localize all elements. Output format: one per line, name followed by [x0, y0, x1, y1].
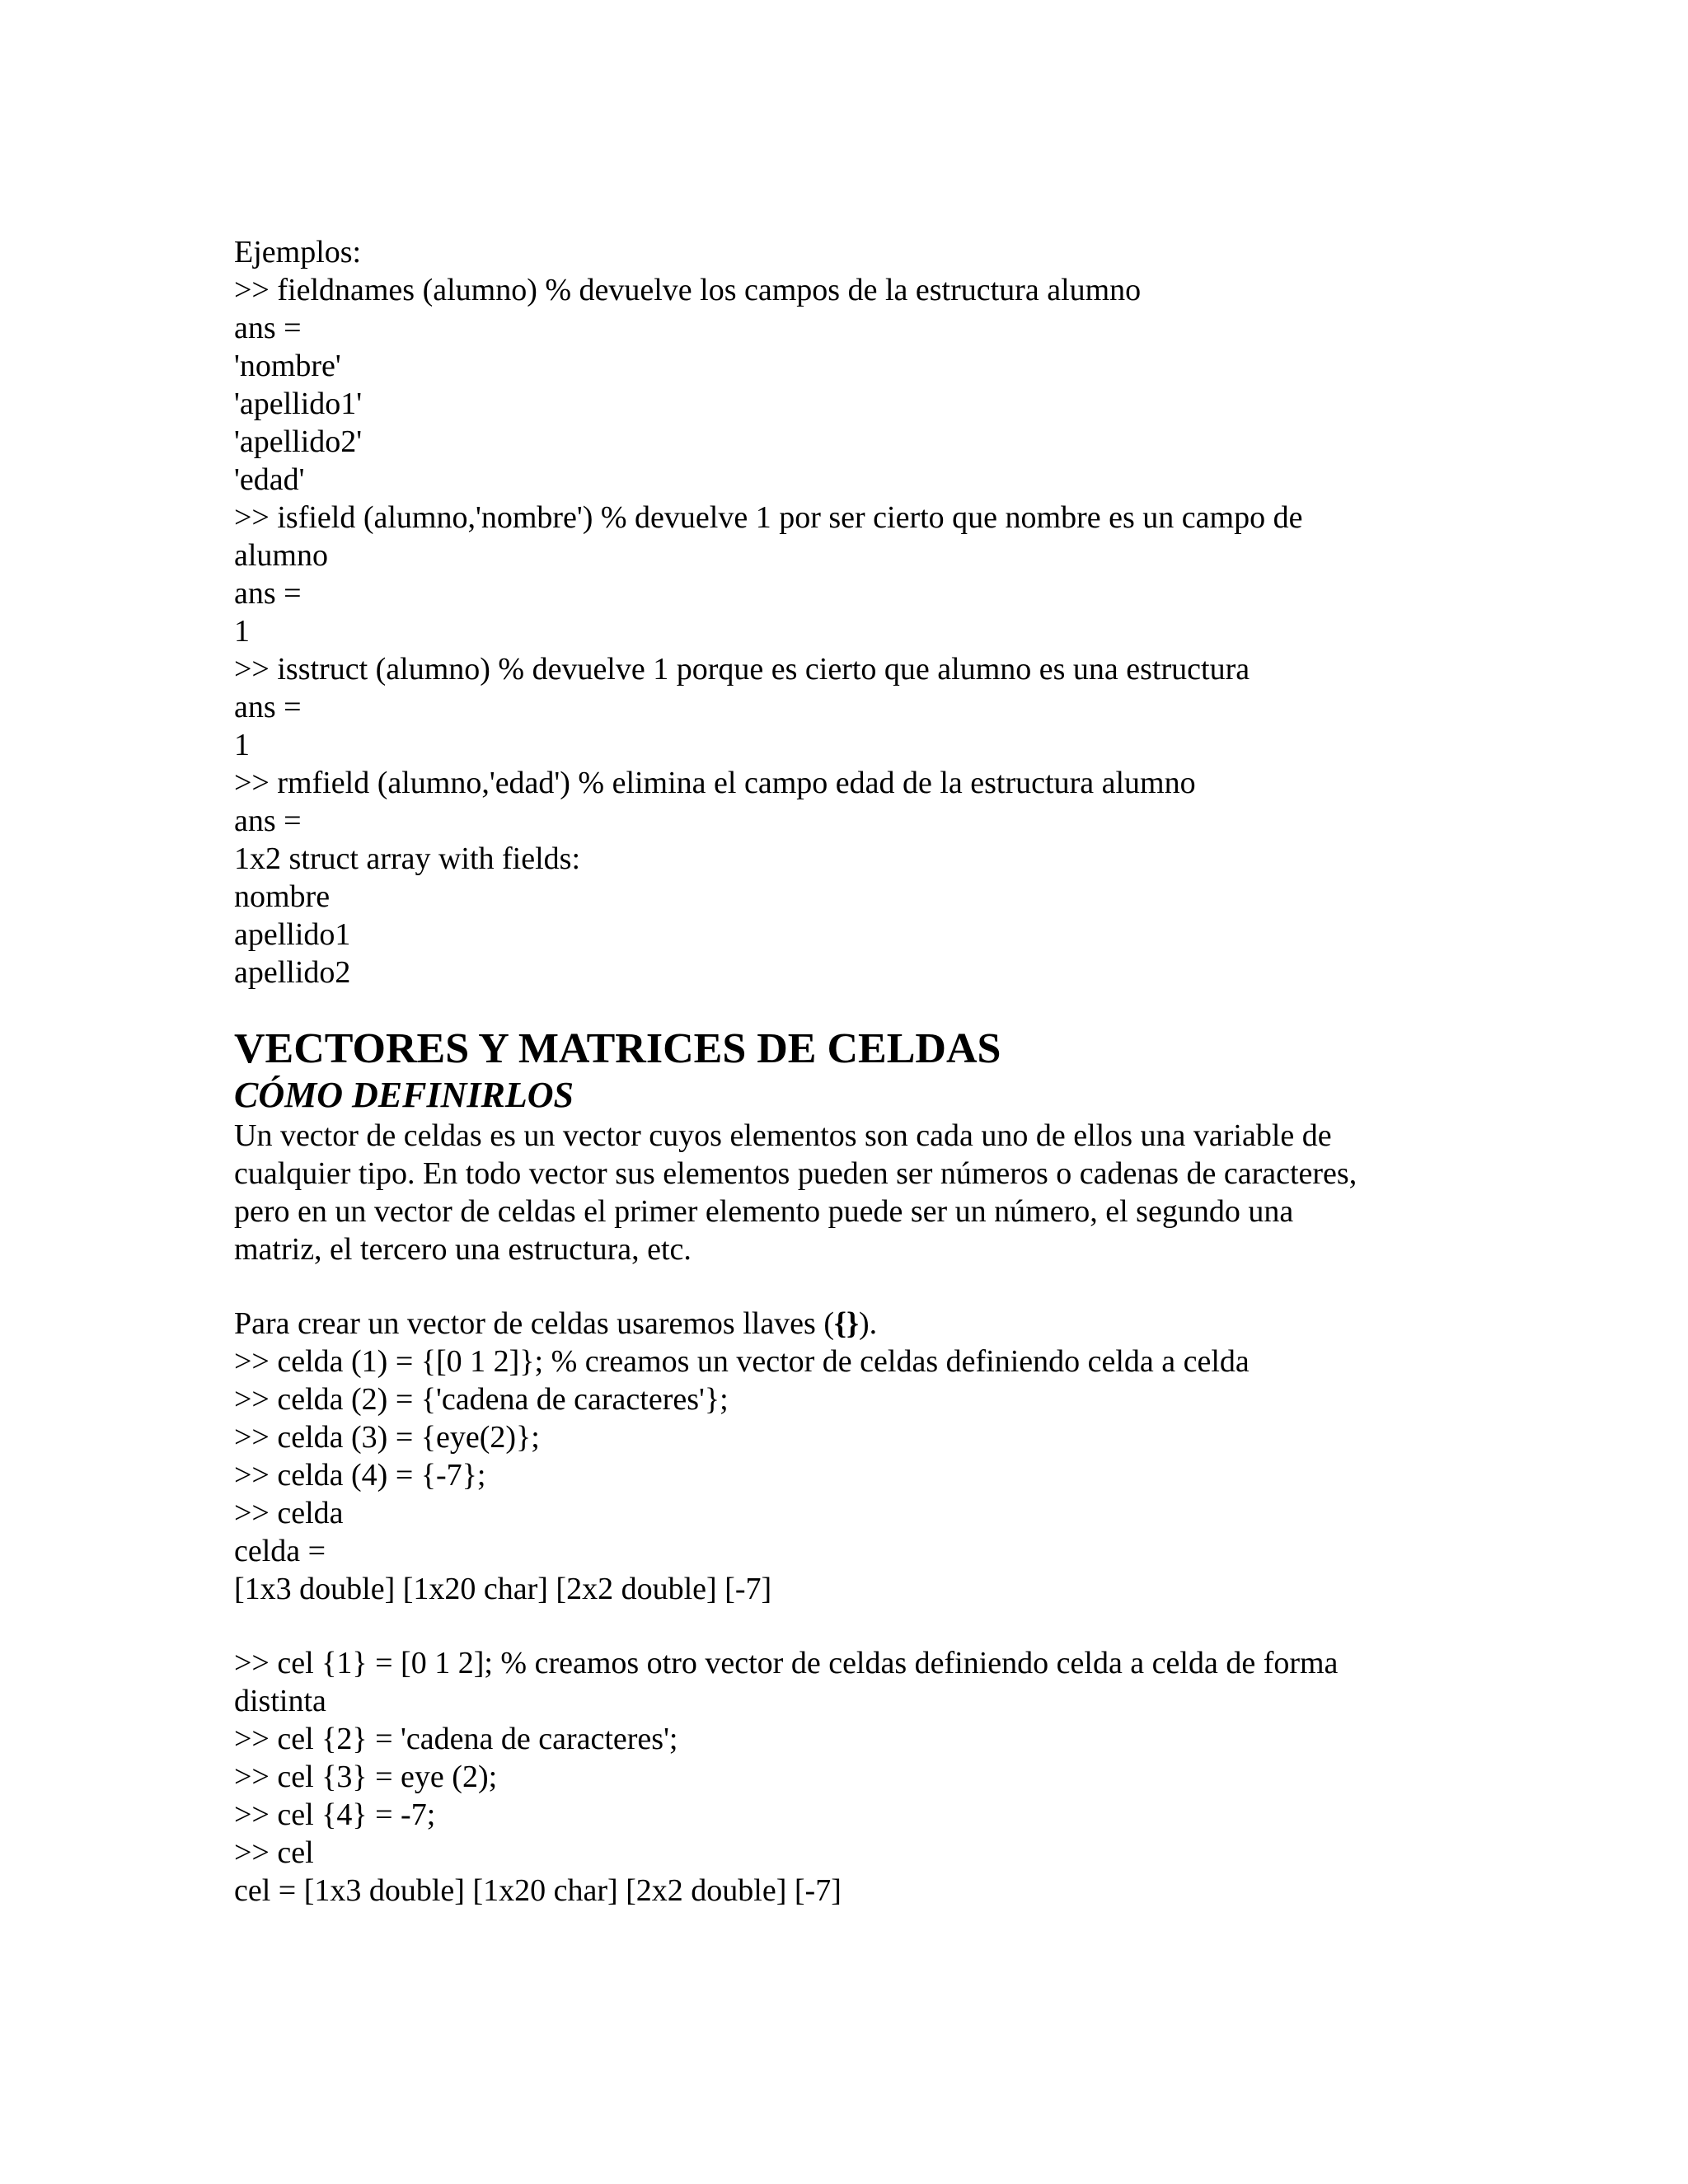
paragraph-line: Un vector de celdas es un vector cuyos elementos son cada uno de ellos una variable de — [234, 1118, 1332, 1153]
code-line: >> fieldnames (alumno) % devuelve los campos de la estructura alumno — [234, 273, 1142, 307]
code-line: >> cel — [234, 1835, 314, 1870]
cel-example-block — [234, 1644, 1470, 1910]
code-line: ans = — [234, 576, 302, 611]
code-line: >> celda (1) = {[0 1 2]}; % creamos un vector de celdas definiendo celda a celda — [234, 1344, 1250, 1379]
code-line: 'apellido1' — [234, 387, 363, 421]
code-line: alumno — [234, 538, 328, 573]
create-intro-text: Para crear un vector de celdas usaremos llaves ( — [234, 1306, 834, 1341]
code-line: ans = — [234, 804, 302, 838]
code-line: >> celda (2) = {'cadena de caracteres'}; — [234, 1382, 729, 1417]
code-line: >> cel {3} = eye (2); — [234, 1760, 498, 1794]
code-line: 1 — [234, 728, 250, 762]
text-line: Ejemplos: — [234, 235, 362, 269]
spacer — [234, 991, 1470, 1024]
celda-example-block — [234, 1343, 1470, 1608]
create-intro-end: ). — [858, 1306, 878, 1341]
code-line: >> celda (3) = {eye(2)}; — [234, 1420, 540, 1455]
code-line: >> rmfield (alumno,'edad') % elimina el campo edad de la estructura alumno — [234, 766, 1196, 800]
paragraph-line: pero en un vector de celdas el primer elemento puede ser un número, el segundo una — [234, 1194, 1294, 1229]
paragraph-line: cualquier tipo. En todo vector sus elementos pueden ser números o cadenas de caracteres, — [234, 1156, 1357, 1191]
section-heading: VECTORES Y MATRICES DE CELDAS — [234, 1025, 1001, 1072]
code-line: celda = — [234, 1534, 326, 1568]
code-line: 1x2 struct array with fields: — [234, 841, 581, 876]
intro-paragraph — [234, 1117, 1470, 1268]
code-line: ans = — [234, 311, 302, 345]
code-line: apellido2 — [234, 955, 351, 990]
code-line: 1 — [234, 614, 250, 649]
code-line: [1x3 double] [1x20 char] [2x2 double] [-7] — [234, 1572, 772, 1606]
paragraph-line: matriz, el tercero una estructura, etc. — [234, 1232, 692, 1267]
spacer — [234, 1268, 1470, 1305]
code-line: apellido1 — [234, 917, 351, 952]
code-line: 'nombre' — [234, 349, 341, 383]
code-line: 'apellido2' — [234, 424, 363, 459]
code-line: cel = [1x3 double] [1x20 char] [2x2 double] [-7] — [234, 1873, 842, 1908]
code-line: >> cel {4} = -7; — [234, 1797, 436, 1832]
code-line: >> cel {1} = [0 1 2]; % creamos otro vector de celdas definiendo celda a celda de forma — [234, 1646, 1339, 1680]
code-line: >> isfield (alumno,'nombre') % devuelve 1 por ser cierto que nombre es un campo de — [234, 500, 1303, 535]
code-line: >> cel {2} = 'cadena de caracteres'; — [234, 1722, 678, 1756]
code-line: >> isstruct (alumno) % devuelve 1 porque es cierto que alumno es una estructura — [234, 652, 1250, 687]
spacer — [234, 1608, 1470, 1644]
code-line: >> celda — [234, 1496, 344, 1530]
examples-block — [234, 233, 1470, 991]
code-line: ans = — [234, 690, 302, 724]
code-line: 'edad' — [234, 462, 305, 497]
code-line: >> celda (4) = {-7}; — [234, 1458, 486, 1493]
subsection-heading: CÓMO DEFINIRLOS — [234, 1075, 574, 1115]
code-line: nombre — [234, 879, 331, 914]
page-content — [234, 233, 1470, 1910]
code-line: distinta — [234, 1684, 326, 1718]
braces-symbol: {} — [834, 1306, 859, 1341]
create-intro-line — [234, 1305, 1470, 1343]
